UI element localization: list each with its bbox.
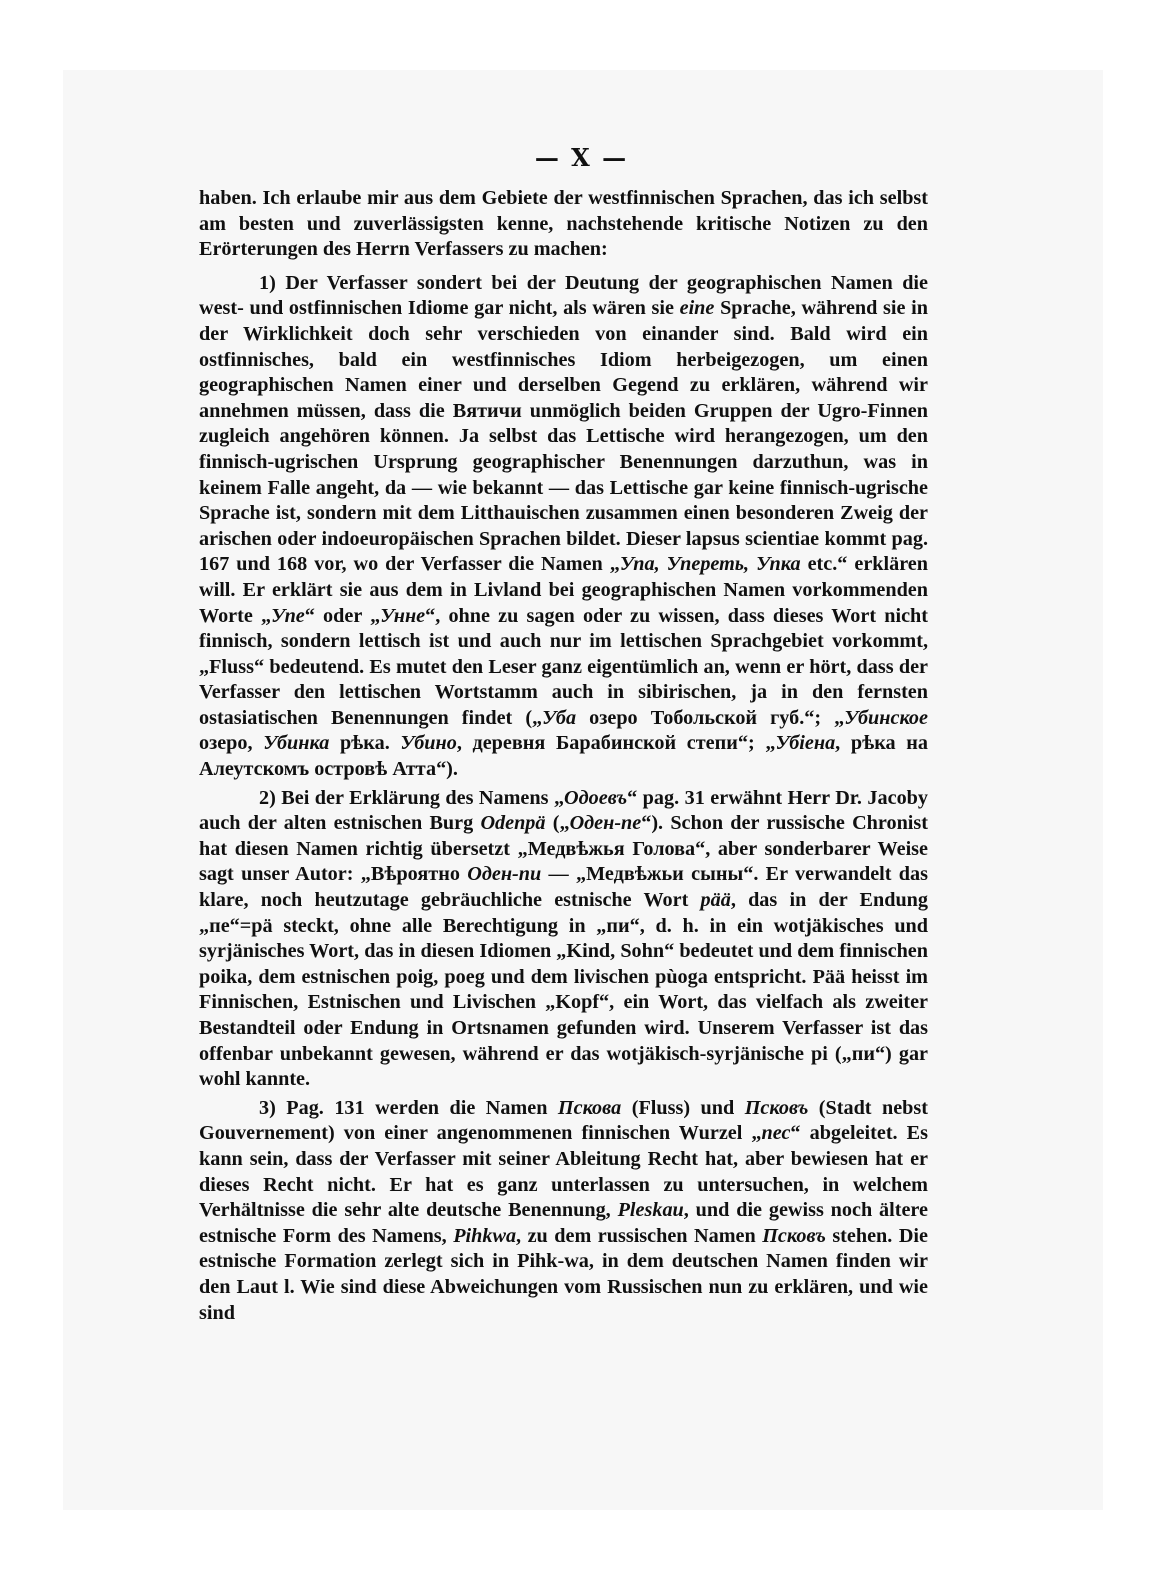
- paragraph-intro: haben. Ich erlaube mir aus dem Gebiete der westfinnischen Sprachen, das ich selbst am besten und zuverlässigsten kenne, nachstehende kritische Notizen zu den Erörterungen des Herrn Verfassers zu machen:: [199, 187, 928, 261]
- paragraph-2: 2) Bei der Erklärung des Namens „Одоевъ“ pag. 31 erwähnt Herr Dr. Jacoby auch der alten estnischen Burg Odenpä („Оден-пе“). Schon der russische Chronist hat diesen Namen richtig übersetzt „Медвѣжья Голова“, aber sonderbarer Weise sagt unser Autor: „Вѣроятно Оден-пи — „Медвѣжьи сыны“. Er verwandelt das klare, noch heutzutage gebräuchliche estnische Wort pää, das in der Endung „пе“=pä steckt, ohne alle Berechtigung in „пи“, d. h. in ein wotjäkisches und syrjänisches Wort, das in diesen Idiomen „Kind, Sohn“ bedeutet und dem finnischen poika, dem estnischen poig, poeg und dem livischen pùoga entspricht. Pää heisst im Finnischen, Estnischen und Livischen „Kopf“, ein Wort, das vielfach als zweiter Bestandteil oder Endung in Ortsnamen gefunden wird. Unserem Verfasser ist das offenbar unbekannt gewesen, während er das wotjäkisch-syrjänische pi („пи“) gar wohl kannte.: [199, 786, 928, 1091]
- page-number: — X —: [534, 143, 629, 172]
- body-text: [199, 186, 928, 1329]
- paragraph-3: 3) Pag. 131 werden die Namen Псковa (Fluss) und Псковъ (Stadt nebst Gouvernement) von einer angenommenen finnischen Wurzel „пес“ abgeleitet. Es kann sein, dass der Verfasser mit seiner Ableitung Recht hat, aber bewiesen hat er dieses Recht nicht. Er hat es ganz unterlassen zu untersuchen, in welchem Verhältnisse die sehr alte deutsche Benennung, Pleskau, und die gewiss noch ältere estnische Form des Namens, Pihkwa, zu dem russischen Namen Псковъ stehen. Die estnische Formation zerlegt sich in Pihk-wa, in dem deutschen Namen finden wir den Laut l. Wie sind diese Abweichungen vom Russischen nun zu erklären, und wie sind: [199, 1096, 929, 1324]
- paragraph-1: 1) Der Verfasser sondert bei der Deutung der geographischen Namen die west- und ostfinnischen Idiome gar nicht, als wären sie eine Sprache, während sie in der Wirklichkeit doch sehr verschieden von einander sind. Bald wird ein ostfinnisches, bald ein westfinnisches Idiom herbeigezogen, um einen geographischen Namen einer und derselben Gegend zu erklären, während wir annehmen müssen, dass die Вятичи unmöglich beiden Gruppen der Ugro-Finnen zugleich angehören können. Ja selbst das Lettische wird herangezogen, um den finnisch-ugrischen Ursprung geographischer Benennungen darzuthun, was in keinem Falle angeht, da — wie bekannt — das Lettische gar keine finnisch-ugrische Sprache ist, sondern mit dem Litthauischen zusammen einen besonderen Zweig der arischen oder indoeuropäischen Sprachen bildet. Dieser lapsus scientiae kommt pag. 167 und 168 vor, wo der Verfasser die Namen „Упа, Упереть, Упка etc.“ erklären will. Er erklärt sie aus dem in Livland bei geographischen Namen vorkommenden Worte „Упе“ oder „Унне“, ohne zu sagen oder zu wissen, dass dieses Wort nicht finnisch, sondern lettisch ist und auch nur im lettischen Sprachgebiet vorkommt, „Fluss“ bedeutend. Es mutet den Leser ganz eigentümlich an, wenn er hört, dass der Verfasser den lettischen Wortstamm auch in sibirischen, ja in den fernsten ostasiatischen Benennungen findet („Уба озеро Тобольской губ.“; „Убинское озеро, Убинка рѣка. Убино, деревня Барабинской степи“; „Убiена, рѣка на Алеутскомъ островѣ Атта“).: [199, 271, 929, 781]
